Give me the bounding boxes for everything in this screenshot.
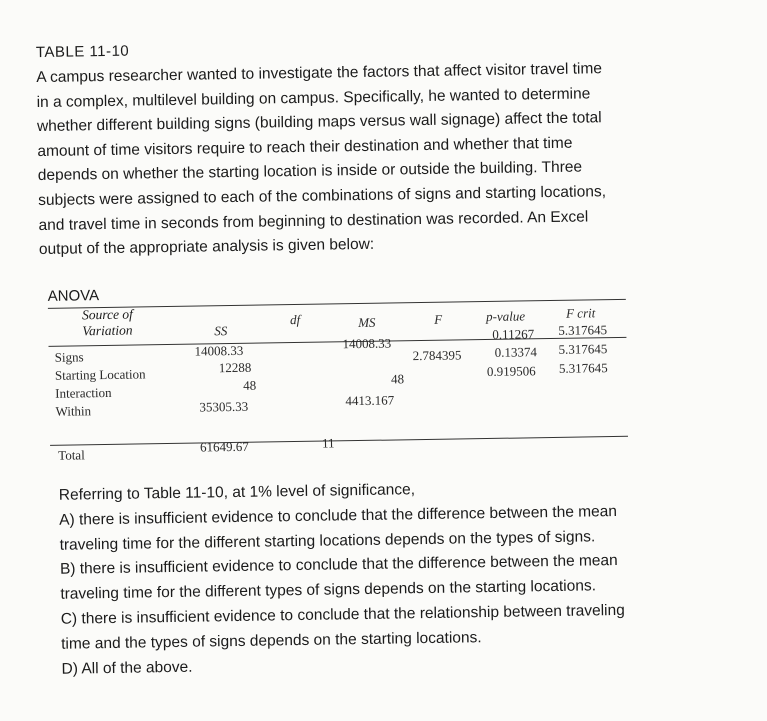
- intro-line: whether different building signs (building maps versus wall signage) affect the total: [36, 109, 602, 136]
- cell-p-value: 0.919506: [486, 363, 536, 380]
- cell-f: 2.784395: [412, 347, 462, 364]
- header-df: df: [289, 311, 301, 328]
- option-d: D) All of the above.: [61, 658, 193, 678]
- cell-f-crit: 5.317645: [558, 322, 608, 338]
- option-a: A) there is insufficient evidence to conclude that the difference between the mean: [59, 502, 618, 529]
- header-ms: MS: [358, 314, 376, 331]
- intro-paragraph: [36, 55, 739, 263]
- header-source: [82, 307, 133, 340]
- table-heading: TABLE 11-10: [35, 42, 130, 62]
- total-source: Total: [58, 447, 85, 463]
- cell-ms: 14008.33: [342, 335, 392, 352]
- cell-ms: 4413.167: [345, 392, 395, 409]
- header-p-value: p-value: [485, 308, 526, 325]
- row-source: Signs: [54, 349, 84, 365]
- cell-ss: 12288: [218, 359, 252, 376]
- cell-p-value: 0.13374: [494, 344, 538, 360]
- cell-p-value: 0.11267: [492, 326, 535, 342]
- cell-f-crit: 5.317645: [558, 341, 608, 357]
- option-c-continued: time and the types of signs depends on the starting locations.: [61, 628, 482, 653]
- intro-line: in a complex, multilevel building on campus. Specifically, he wanted to determine: [36, 84, 591, 111]
- option-b: B) there is insufficient evidence to conclude that the difference between the mean: [59, 552, 618, 579]
- table-header-rule: [48, 337, 626, 347]
- option-a-continued: traveling time for the different starting locations depends on the types of signs.: [59, 527, 596, 554]
- intro-line: and travel time in seconds from beginning to destination was recorded. An Excel: [38, 207, 589, 234]
- header-f: F: [434, 311, 443, 327]
- option-c: C) there is insufficient evidence to conclude that the relationship between traveling: [60, 601, 625, 628]
- cell-ss: 48: [243, 377, 257, 393]
- total-df: 11: [321, 435, 335, 451]
- intro-line: A campus researcher wanted to investigate the factors that affect visitor travel time: [36, 60, 603, 87]
- row-source: Starting Location: [54, 366, 146, 383]
- row-source: Interaction: [55, 384, 112, 401]
- anova-label: ANOVA: [47, 287, 100, 305]
- header-source-line1: Source of: [81, 306, 133, 323]
- cell-f-crit: 5.317645: [558, 360, 608, 376]
- intro-line: amount of time visitors require to reach their destination and whether that time: [37, 134, 573, 160]
- row-source: Within: [55, 403, 92, 419]
- header-ss: SS: [214, 323, 228, 339]
- cell-ms: 48: [390, 371, 405, 387]
- header-source-line2: Variation: [82, 322, 133, 339]
- total-ss: 61649.67: [199, 438, 249, 455]
- intro-line: depends on whether the starting location is inside or outside the building. Three: [37, 158, 583, 185]
- header-f-crit: F crit: [565, 305, 596, 321]
- table-top-rule: [48, 299, 626, 309]
- intro-line: output of the appropriate analysis is given below:: [38, 235, 375, 259]
- question-block: [59, 473, 762, 682]
- intro-line: subjects were assigned to each of the combinations of signs and starting locations,: [38, 183, 607, 210]
- cell-ss: 35305.33: [199, 398, 249, 415]
- question-stem: Referring to Table 11-10, at 1% level of significance,: [58, 481, 416, 504]
- option-b-continued: traveling time for the different types of signs depends on the starting locations.: [60, 577, 597, 603]
- table-total-rule: [50, 436, 628, 446]
- cell-ss: 14008.33: [194, 342, 244, 359]
